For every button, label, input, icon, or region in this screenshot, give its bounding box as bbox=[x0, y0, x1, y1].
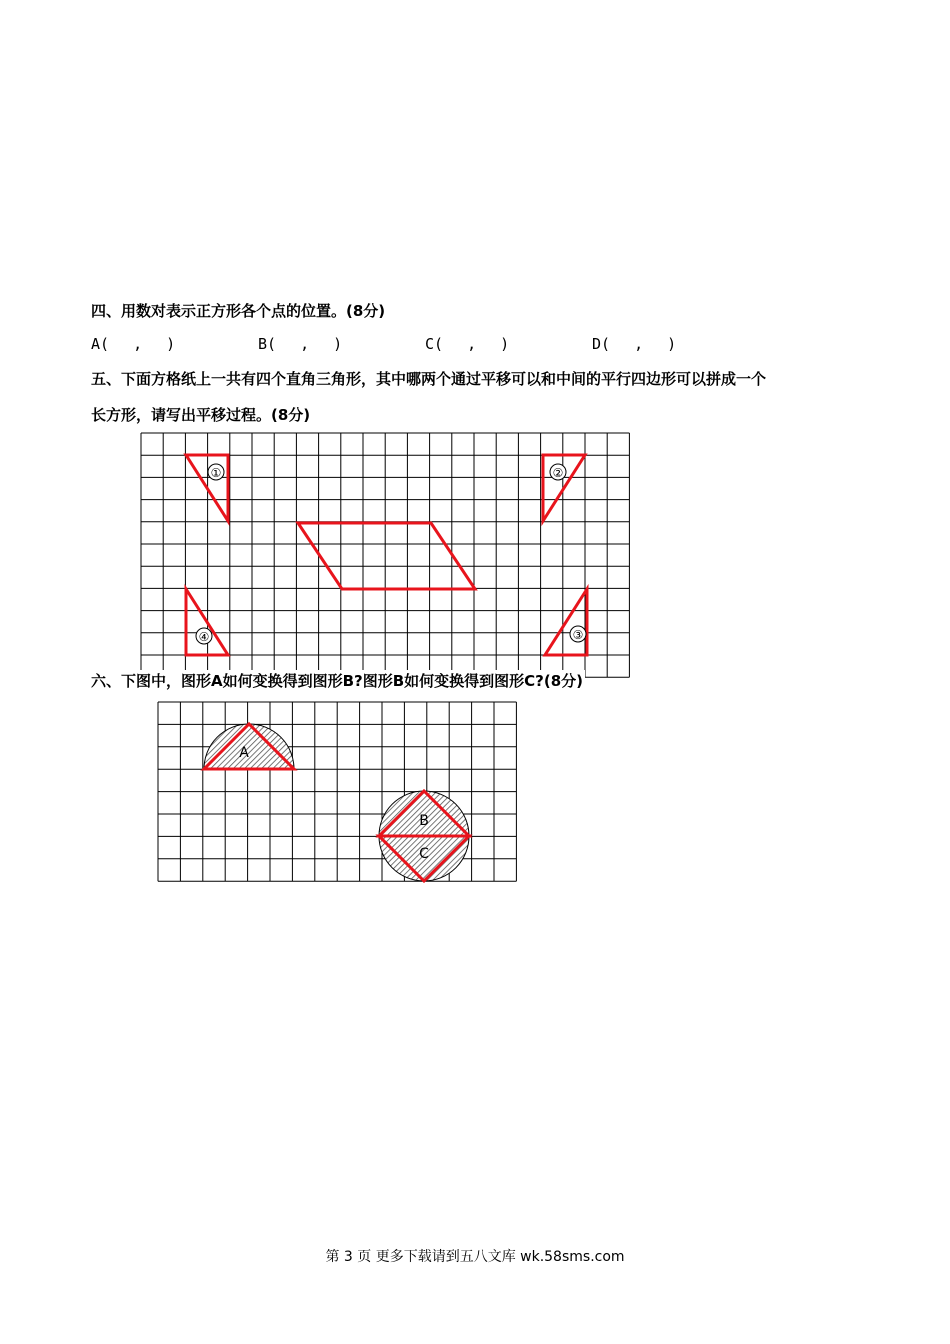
question-5-title-line1: 五、下面方格纸上一共有四个直角三角形，其中哪两个通过平移可以和中间的平行四边形可以拼成一个 bbox=[91, 370, 767, 388]
triangle-2-label: ② bbox=[552, 466, 564, 480]
figure-a-label: A bbox=[239, 745, 249, 761]
figure-a-semicircle bbox=[204, 724, 294, 769]
question-4-title: 四、用数对表示正方形各个点的位置。(8分) bbox=[91, 302, 386, 320]
question-6-title: 六、下图中，图形A如何变换得到图形B?图形B如何变换得到图形C?(8分) bbox=[91, 672, 584, 690]
parallelogram bbox=[298, 523, 475, 589]
triangle-1 bbox=[186, 455, 228, 521]
triangle-3 bbox=[545, 589, 587, 655]
triangle-2 bbox=[543, 455, 585, 521]
triangle-4 bbox=[186, 589, 228, 655]
blank-d: D( , ) bbox=[592, 335, 677, 353]
triangle-1-label: ① bbox=[210, 466, 222, 480]
blank-c: C( , ) bbox=[425, 335, 510, 353]
triangle-3-label: ③ bbox=[572, 628, 584, 642]
page-footer: 第 3 页 更多下载请到五八文库 wk.58sms.com bbox=[325, 1249, 625, 1265]
question-5-title-line2: 长方形，请写出平移过程。(8分) bbox=[91, 406, 311, 424]
blank-a: A( , ) bbox=[91, 335, 176, 353]
figure-c-label: C bbox=[419, 846, 429, 862]
figure-b-label: B bbox=[419, 813, 429, 829]
triangle-4-label: ④ bbox=[198, 630, 210, 644]
blank-b: B( , ) bbox=[258, 335, 343, 353]
